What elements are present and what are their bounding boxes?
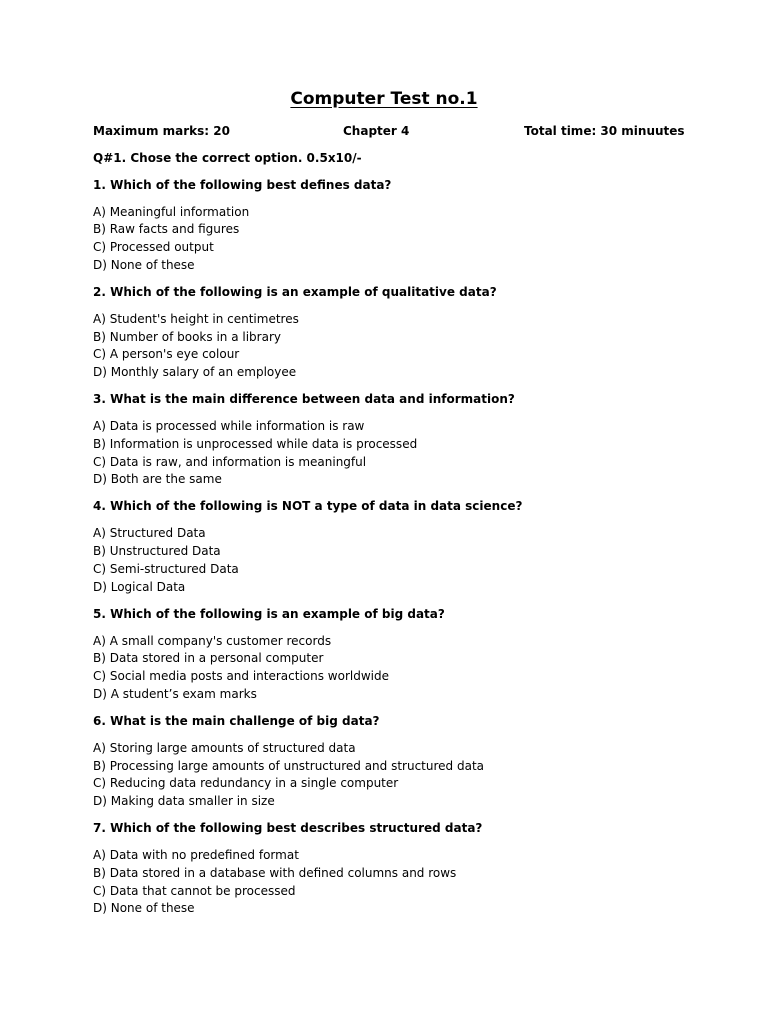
- question-text: 2. Which of the following is an example of qualitative data?: [93, 284, 497, 299]
- question-block: [93, 284, 713, 382]
- option-item: A) Meaningful information: [93, 204, 250, 219]
- option-item: D) None of these: [93, 257, 195, 272]
- option-item: D) A student’s exam marks: [93, 686, 257, 701]
- option-item: C) Semi-structured Data: [93, 561, 239, 576]
- option-list: [93, 525, 713, 596]
- question-list: [93, 177, 713, 919]
- option-item: C) Social media posts and interactions worldwide: [93, 669, 389, 684]
- option-item: C) Data that cannot be processed: [93, 883, 296, 898]
- test-meta-row: [93, 122, 693, 140]
- option-item: D) Monthly salary of an employee: [93, 364, 297, 379]
- option-list: [93, 740, 713, 811]
- option-item: B) Unstructured Data: [93, 544, 221, 559]
- option-item: B) Information is unprocessed while data is processed: [93, 436, 418, 451]
- option-item: C) A person's eye colour: [93, 347, 240, 362]
- option-item: D) Making data smaller in size: [93, 794, 275, 809]
- option-item: B) Raw facts and figures: [93, 222, 240, 237]
- option-list: [93, 633, 713, 704]
- option-item: B) Processing large amounts of unstructured and structured data: [93, 758, 485, 773]
- max-marks: Maximum marks: 20: [93, 124, 230, 138]
- question-text: 1. Which of the following best defines data?: [93, 177, 392, 192]
- option-item: A) A small company's customer records: [93, 633, 332, 648]
- option-item: A) Storing large amounts of structured data: [93, 741, 356, 756]
- total-time: Total time: 30 minuutes: [524, 124, 685, 138]
- option-item: C) Data is raw, and information is meaningful: [93, 454, 367, 469]
- question-text: 7. Which of the following best describes structured data?: [93, 821, 483, 836]
- option-list: [93, 204, 713, 275]
- option-item: B) Data stored in a database with defined columns and rows: [93, 866, 457, 881]
- question-text: 6. What is the main challenge of big data?: [93, 714, 380, 729]
- option-item: A) Data with no predefined format: [93, 848, 299, 863]
- question-text: 5. Which of the following is an example of big data?: [93, 606, 445, 621]
- question-block: [93, 177, 713, 275]
- option-item: D) Both are the same: [93, 472, 222, 487]
- option-list: [93, 847, 713, 918]
- option-item: A) Student's height in centimetres: [93, 311, 299, 326]
- option-item: C) Processed output: [93, 239, 214, 254]
- question-block: [93, 713, 713, 811]
- question-text: 4. Which of the following is NOT a type of data in data science?: [93, 499, 523, 514]
- question-block: [93, 606, 713, 704]
- option-item: A) Data is processed while information is raw: [93, 419, 365, 434]
- question-text: 3. What is the main difference between data and information?: [93, 392, 515, 407]
- option-item: C) Reducing data redundancy in a single computer: [93, 776, 399, 791]
- option-item: D) Logical Data: [93, 579, 186, 594]
- test-content: [93, 150, 713, 928]
- section-heading: Q#1. Chose the correct option. 0.5x10/-: [93, 151, 362, 165]
- question-block: [93, 820, 713, 918]
- option-item: B) Data stored in a personal computer: [93, 651, 324, 666]
- question-block: [93, 391, 713, 489]
- question-block: [93, 498, 713, 596]
- option-item: A) Structured Data: [93, 526, 206, 541]
- option-list: [93, 418, 713, 489]
- option-item: D) None of these: [93, 901, 195, 916]
- option-item: B) Number of books in a library: [93, 329, 281, 344]
- chapter-label: Chapter 4: [343, 124, 410, 138]
- page-title: Computer Test no.1: [290, 89, 478, 109]
- option-list: [93, 311, 713, 382]
